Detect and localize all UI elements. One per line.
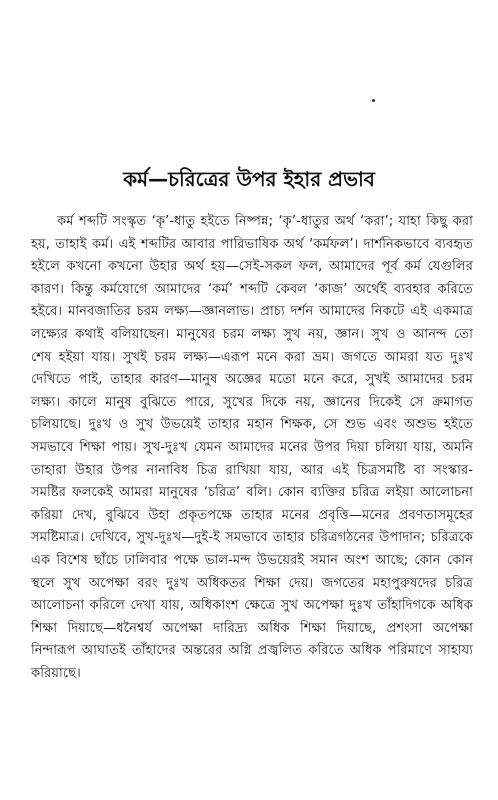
- ink-dot: [372, 99, 375, 102]
- chapter-title: কর্ম—চরিত্রের উপর ইহার প্রভাব: [123, 167, 375, 191]
- body-paragraph: কর্ম শব্দটি সংস্কৃত ‘কৃ’-ধাতু হইতে নিষ্পন্ন; ‘কৃ’-ধাতুর অর্থ ‘করা’; যাহা কিছু করা হয়, তাহাই কর্ম। এই শব্দটির আবার পারিভাষিক অর্থ ‘কর্মফল’। দার্শনিকভাবে ব্যবহৃত হইলে কখনো কখনো উহার অর্থ হয়—সেই-সকল ফল, আমাদের পূর্ব কর্ম যেগুলির কারণ। কিন্তু কর্মযোগে আমাদের ‘কর্ম’ শব্দটি কেবল ‘কাজ’ অর্থেই ব্যবহার করিতে হইবে। মানবজাতির চরম লক্ষ্য—জ্ঞানলাভ। প্রাচ্য দর্শন আমাদের নিকটে এই একমাত্র লক্ষ্যের কথাই বলিয়াছেন। মানুষের চরম লক্ষ্য সুখ নয়, জ্ঞান। সুখ ও আনন্দ তো শেষ হইয়া যায়। সুখই চরম লক্ষ্য—এরূপ মনে করা ভ্রম। জগতে আমরা যত দুঃখ দেখিতে পাই, তাহার কারণ—মানুষ অজ্ঞের মতো মনে করে, সুখই আমাদের চরম লক্ষ্য। কালে মানুষ বুঝিতে পারে, সুখের দিকে নয়, জ্ঞানের দিকেই সে ক্রমাগত চলিয়াছে। দুঃখ ও সুখ উভয়েই তাহার মহান শিক্ষক, সে শুভ এবং অশুভ হইতে সমভাবে শিক্ষা পায়। সুখ-দুঃখ যেমন আমাদের মনের উপর দিয়া চলিয়া যায়, অমনি তাহারা উহার উপর নানাবিধ চিত্র রাখিয়া যায়, আর এই চিত্রসমষ্টি বা সংস্কার-সমষ্টির ফলকেই আমরা মানুষের ‘চরিত্র’ বলি। কোন ব্যক্তির চরিত্র লইয়া আলোচনা করিয়া দেখ, বুঝিবে উহা প্রকৃতপক্ষে তাহার মনের প্রবৃত্তি—মনের প্রবণতাসমূহের সমষ্টিমাত্র। দেখিবে, সুখ-দুঃখ—দুই-ই সমভাবে তাহার চরিত্রগঠনের উপাদান; চরিত্রকে এক বিশেষ ছাঁচে ঢালিবার পক্ষে ভাল-মন্দ উভয়েরই সমান অংশ আছে; কোন কোন স্থলে সুখ অপেক্ষা বরং দুঃখ অধিকতর শিক্ষা দেয়। জগতের মহাপুরুষদের চরিত্র আলোচনা করিলে দেখা যায়, অধিকাংশ ক্ষেত্রে সুখ অপেক্ষা দুঃখ তাঁহাদিগকে অধিক শিক্ষা দিয়াছে—ধনৈশ্বর্য অপেক্ষা দারিদ্র্য অধিক শিক্ষা দিয়াছে, প্রশংসা অপেক্ষা নিন্দারূপ আঘাতই তাঁহাদের অন্তরের অগ্নি প্রজ্বলিত করিতে অধিক পরিমাণে সাহায্য করিয়াছে।: [31, 214, 473, 681]
